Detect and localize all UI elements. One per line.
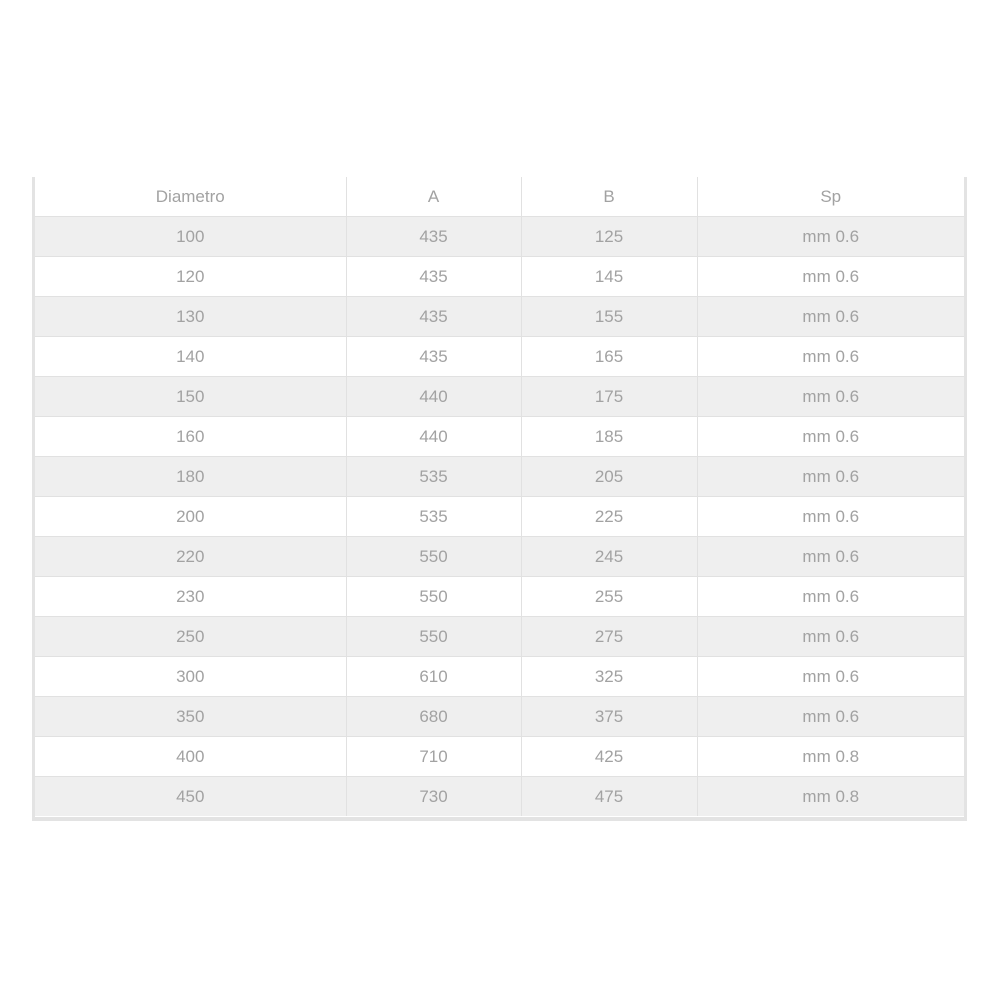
cell-a: 440 bbox=[346, 417, 521, 457]
cell-a: 550 bbox=[346, 617, 521, 657]
dimensions-table bbox=[35, 177, 964, 816]
cell-b: 185 bbox=[521, 417, 697, 457]
cell-a: 535 bbox=[346, 457, 521, 497]
cell-b: 255 bbox=[521, 577, 697, 617]
cell-diametro: 350 bbox=[35, 697, 346, 737]
cell-a: 435 bbox=[346, 257, 521, 297]
cell-diametro: 160 bbox=[35, 417, 346, 457]
cell-b: 375 bbox=[521, 697, 697, 737]
table-row bbox=[35, 777, 964, 817]
cell-a: 435 bbox=[346, 337, 521, 377]
cell-b: 145 bbox=[521, 257, 697, 297]
cell-b: 275 bbox=[521, 617, 697, 657]
cell-sp: mm 0.6 bbox=[697, 657, 964, 697]
cell-diametro: 230 bbox=[35, 577, 346, 617]
table-header bbox=[35, 177, 964, 217]
cell-b: 155 bbox=[521, 297, 697, 337]
cell-diametro: 300 bbox=[35, 657, 346, 697]
header-diametro: Diametro bbox=[35, 177, 346, 217]
table-row bbox=[35, 537, 964, 577]
table-row bbox=[35, 217, 964, 257]
cell-diametro: 100 bbox=[35, 217, 346, 257]
cell-sp: mm 0.6 bbox=[697, 577, 964, 617]
cell-sp: mm 0.6 bbox=[697, 497, 964, 537]
header-sp: Sp bbox=[697, 177, 964, 217]
cell-diametro: 150 bbox=[35, 377, 346, 417]
cell-sp: mm 0.6 bbox=[697, 337, 964, 377]
cell-sp: mm 0.6 bbox=[697, 457, 964, 497]
table-body bbox=[35, 217, 964, 817]
header-row bbox=[35, 177, 964, 217]
cell-b: 125 bbox=[521, 217, 697, 257]
cell-diametro: 400 bbox=[35, 737, 346, 777]
cell-diametro: 450 bbox=[35, 777, 346, 817]
table-row bbox=[35, 457, 964, 497]
table-row bbox=[35, 697, 964, 737]
cell-a: 680 bbox=[346, 697, 521, 737]
table-row bbox=[35, 617, 964, 657]
cell-a: 435 bbox=[346, 217, 521, 257]
cell-sp: mm 0.6 bbox=[697, 537, 964, 577]
cell-a: 710 bbox=[346, 737, 521, 777]
cell-a: 730 bbox=[346, 777, 521, 817]
cell-b: 175 bbox=[521, 377, 697, 417]
cell-sp: mm 0.8 bbox=[697, 777, 964, 817]
table-row bbox=[35, 737, 964, 777]
cell-b: 325 bbox=[521, 657, 697, 697]
cell-sp: mm 0.8 bbox=[697, 737, 964, 777]
cell-b: 205 bbox=[521, 457, 697, 497]
cell-diametro: 200 bbox=[35, 497, 346, 537]
cell-diametro: 140 bbox=[35, 337, 346, 377]
cell-diametro: 250 bbox=[35, 617, 346, 657]
cell-a: 550 bbox=[346, 537, 521, 577]
cell-b: 225 bbox=[521, 497, 697, 537]
cell-sp: mm 0.6 bbox=[697, 617, 964, 657]
dimensions-table-container bbox=[32, 177, 967, 821]
cell-sp: mm 0.6 bbox=[697, 697, 964, 737]
cell-b: 245 bbox=[521, 537, 697, 577]
header-b: B bbox=[521, 177, 697, 217]
table-row bbox=[35, 657, 964, 697]
cell-b: 165 bbox=[521, 337, 697, 377]
cell-sp: mm 0.6 bbox=[697, 257, 964, 297]
cell-a: 435 bbox=[346, 297, 521, 337]
cell-a: 550 bbox=[346, 577, 521, 617]
cell-a: 610 bbox=[346, 657, 521, 697]
cell-diametro: 130 bbox=[35, 297, 346, 337]
table-row bbox=[35, 337, 964, 377]
table-row bbox=[35, 417, 964, 457]
table-row bbox=[35, 497, 964, 537]
table-row bbox=[35, 257, 964, 297]
table-row bbox=[35, 377, 964, 417]
cell-a: 440 bbox=[346, 377, 521, 417]
header-a: A bbox=[346, 177, 521, 217]
cell-diametro: 120 bbox=[35, 257, 346, 297]
cell-a: 535 bbox=[346, 497, 521, 537]
table-row bbox=[35, 577, 964, 617]
cell-sp: mm 0.6 bbox=[697, 377, 964, 417]
cell-b: 425 bbox=[521, 737, 697, 777]
cell-diametro: 180 bbox=[35, 457, 346, 497]
table-row bbox=[35, 297, 964, 337]
cell-b: 475 bbox=[521, 777, 697, 817]
cell-sp: mm 0.6 bbox=[697, 417, 964, 457]
cell-diametro: 220 bbox=[35, 537, 346, 577]
cell-sp: mm 0.6 bbox=[697, 297, 964, 337]
cell-sp: mm 0.6 bbox=[697, 217, 964, 257]
